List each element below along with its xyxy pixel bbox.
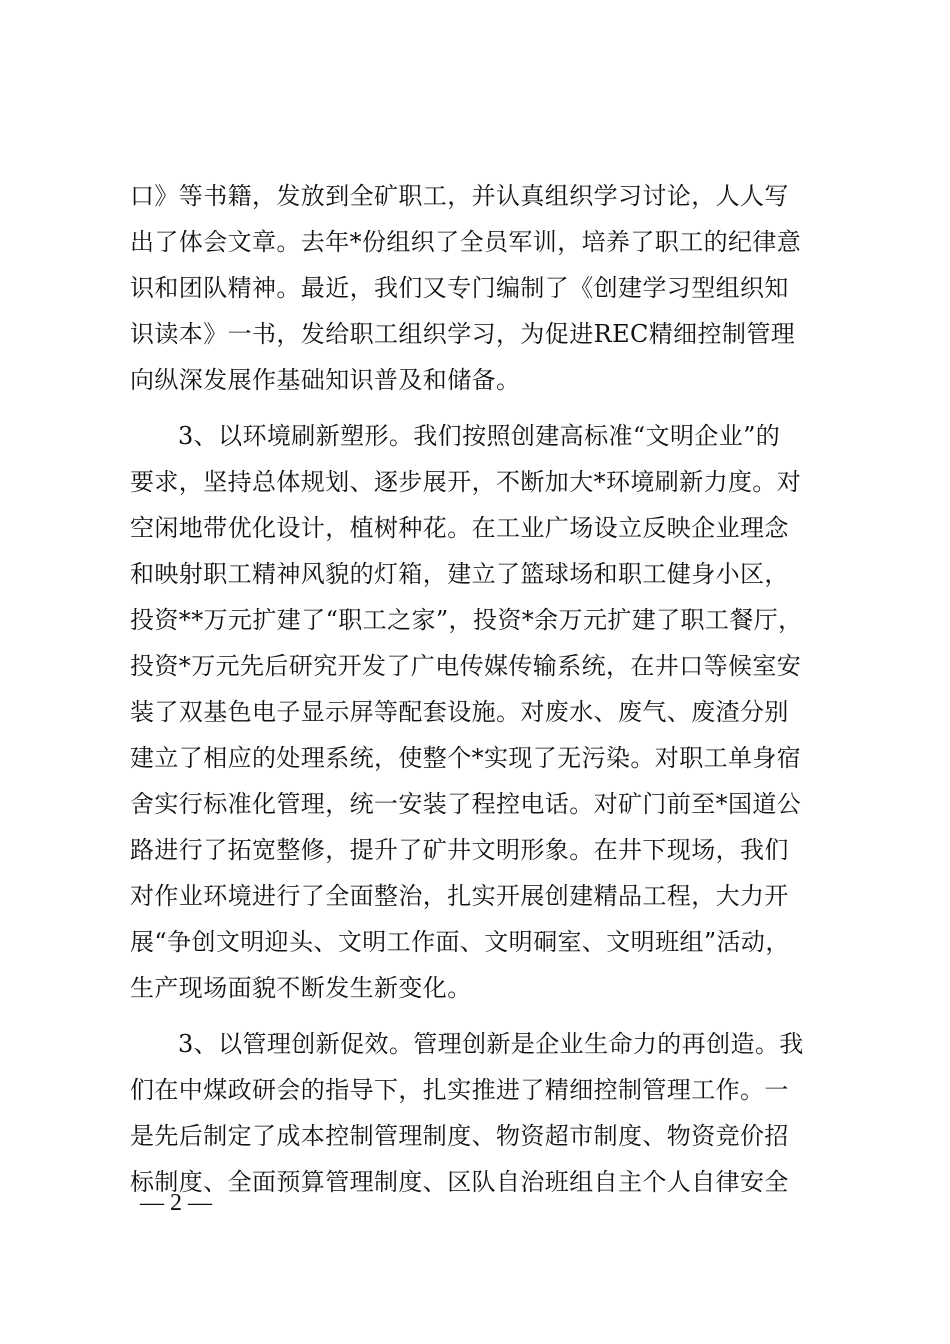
- text-line: 展“争创文明迎头、文明工作面、文明硐室、文明班组”活动，: [130, 928, 790, 956]
- body-text: [130, 173, 830, 1205]
- text-line: 是先后制定了成本控制管理制度、物资超市制度、物资竞价招: [130, 1122, 789, 1150]
- paragraph-1: [130, 173, 830, 403]
- text-line: 装了双基色电子显示屏等配套设施。对废水、废气、废渣分别: [130, 698, 789, 726]
- text-line: 识读本》一书，发给职工组织学习，为促进REC精细控制管理: [130, 320, 796, 348]
- text-line: 对作业环境进行了全面整治，扎实开展创建精品工程，大力开: [130, 882, 789, 910]
- paragraph-spacer: [130, 403, 830, 413]
- text-line: 投资**万元扩建了“职工之家”，投资*余万元扩建了职工餐厅，: [130, 606, 803, 634]
- text-line: 3、以管理创新促效。管理创新是企业生命力的再创造。我: [178, 1030, 804, 1058]
- text-line: 口》等书籍，发放到全矿职工，并认真组织学习讨论，人人写: [130, 182, 789, 210]
- text-line: 识和团队精神。最近，我们又专门编制了《创建学习型组织知: [130, 274, 789, 302]
- text-line: 舍实行标准化管理，统一安装了程控电话。对矿门前至*国道公: [130, 790, 802, 818]
- paragraph-spacer: [130, 1011, 830, 1021]
- text-line: 空闲地带优化设计，植树种花。在工业广场设立反映企业理念: [130, 514, 789, 542]
- text-line: 要求，坚持总体规划、逐步展开，不断加大*环境刷新力度。对: [130, 468, 802, 496]
- text-line: 和映射职工精神风貌的灯箱，建立了篮球场和职工健身小区，: [130, 560, 789, 588]
- text-line: 标制度、全面预算管理制度、区队自治班组自主个人自律安全: [130, 1168, 789, 1196]
- text-line: 3、以环境刷新塑形。我们按照创建高标准“文明企业”的: [178, 422, 781, 450]
- page-number: — 2 —: [140, 1190, 212, 1216]
- paragraph-3: [130, 1021, 830, 1205]
- text-line: 路进行了拓宽整修，提升了矿井文明形象。在井下现场，我们: [130, 836, 789, 864]
- text-line: 向纵深发展作基础知识普及和储备。: [130, 366, 521, 394]
- text-line: 生产现场面貌不断发生新变化。: [130, 974, 472, 1002]
- text-line: 们在中煤政研会的指导下，扎实推进了精细控制管理工作。一: [130, 1076, 789, 1104]
- text-line: 投资*万元先后研究开发了广电传媒传输系统，在井口等候室安: [130, 652, 802, 680]
- text-line: 出了体会文章。去年*份组织了全员军训，培养了职工的纪律意: [130, 228, 802, 256]
- paragraph-2: [130, 413, 830, 1011]
- text-line: 建立了相应的处理系统，使整个*实现了无污染。对职工单身宿: [130, 744, 802, 772]
